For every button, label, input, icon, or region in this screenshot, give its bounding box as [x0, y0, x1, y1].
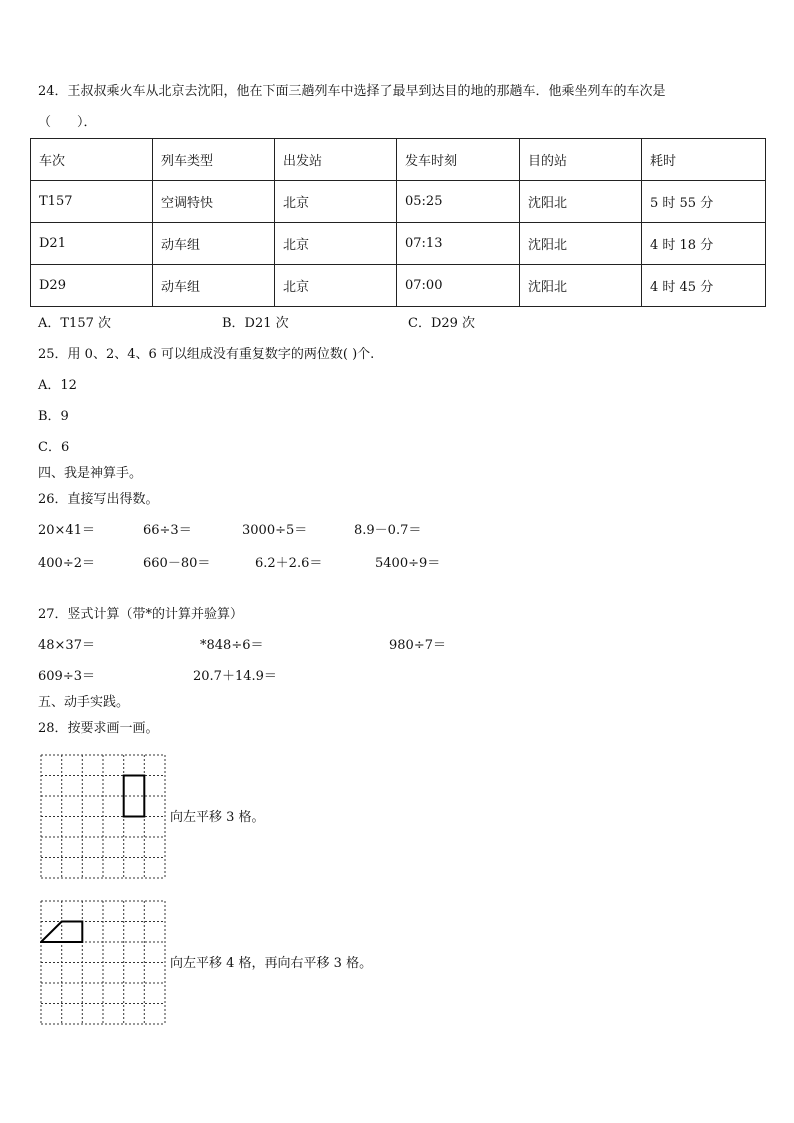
q26-expr: 3000÷5＝	[242, 523, 308, 538]
table-cell: 05:25	[397, 181, 520, 223]
table-cell: T157	[31, 181, 153, 223]
table-cell: D21	[31, 223, 153, 265]
table-cell: 空调特快	[153, 181, 275, 223]
q26-question: 26．直接写出得数。	[38, 492, 159, 507]
q24-blank: （ ）．	[38, 115, 97, 130]
q25-option-b: B．9	[38, 409, 69, 424]
q26-expr: 5400÷9＝	[375, 556, 441, 571]
q25-option-c: C．6	[38, 440, 70, 455]
q27-expr: 609÷3＝	[38, 669, 95, 684]
section5-title: 五、动手实践。	[38, 695, 130, 710]
q26-expr: 6.2＋2.6＝	[255, 556, 323, 571]
table-cell: 07:13	[397, 223, 520, 265]
q26-expr: 8.9－0.7＝	[354, 523, 422, 538]
table-cell: 4 时 18 分	[642, 223, 766, 265]
q26-expr: 20×41＝	[38, 523, 95, 538]
table-header-cell: 耗时	[642, 139, 766, 181]
table-header-cell: 列车类型	[153, 139, 275, 181]
q26-expr: 66÷3＝	[143, 523, 192, 538]
table-cell: 4 时 45 分	[642, 265, 766, 307]
train-table	[30, 138, 766, 307]
table-row	[31, 265, 766, 307]
table-cell: 北京	[275, 223, 397, 265]
grid-figure-1	[40, 754, 166, 881]
q27-expr: 20.7＋14.9＝	[193, 669, 277, 684]
table-cell: 沈阳北	[520, 223, 642, 265]
table-row	[31, 223, 766, 265]
q24-question: 24．王叔叔乘火车从北京去沈阳，他在下面三趟列车中选择了最早到达目的地的那趟车．他乘坐列车的车次是	[38, 84, 666, 99]
table-header-cell: 目的站	[520, 139, 642, 181]
q24-option-a: A．T157 次	[38, 316, 112, 331]
section4-title: 四、我是神算手。	[38, 466, 143, 481]
q28-question: 28．按要求画一画。	[38, 721, 159, 736]
q26-expr: 400÷2＝	[38, 556, 95, 571]
table-cell: 北京	[275, 181, 397, 223]
table-cell: D29	[31, 265, 153, 307]
grid-figure-2	[40, 900, 166, 1027]
q24-option-c: C．D29 次	[408, 316, 476, 331]
table-cell: 沈阳北	[520, 265, 642, 307]
q25-option-a: A．12	[38, 378, 77, 393]
q27-question: 27．竖式计算（带*的计算并验算）	[38, 607, 244, 622]
table-header-cell: 出发站	[275, 139, 397, 181]
table-header-cell: 发车时刻	[397, 139, 520, 181]
table-header-cell: 车次	[31, 139, 153, 181]
table-cell: 北京	[275, 265, 397, 307]
table-header-row	[31, 139, 766, 181]
q26-expr: 660－80＝	[143, 556, 211, 571]
q28-instruction-2: 向左平移 4 格，再向右平移 3 格。	[170, 956, 373, 971]
q27-expr: *848÷6＝	[200, 638, 264, 653]
q27-expr: 980÷7＝	[389, 638, 446, 653]
table-cell: 沈阳北	[520, 181, 642, 223]
q28-instruction-1: 向左平移 3 格。	[170, 810, 265, 825]
table-row	[31, 181, 766, 223]
q25-question: 25．用 0、2、4、6 可以组成没有重复数字的两位数( )个.	[38, 347, 375, 362]
table-cell: 07:00	[397, 265, 520, 307]
table-cell: 动车组	[153, 265, 275, 307]
table-cell: 5 时 55 分	[642, 181, 766, 223]
q27-expr: 48×37＝	[38, 638, 95, 653]
q24-option-b: B．D21 次	[222, 316, 289, 331]
table-cell: 动车组	[153, 223, 275, 265]
